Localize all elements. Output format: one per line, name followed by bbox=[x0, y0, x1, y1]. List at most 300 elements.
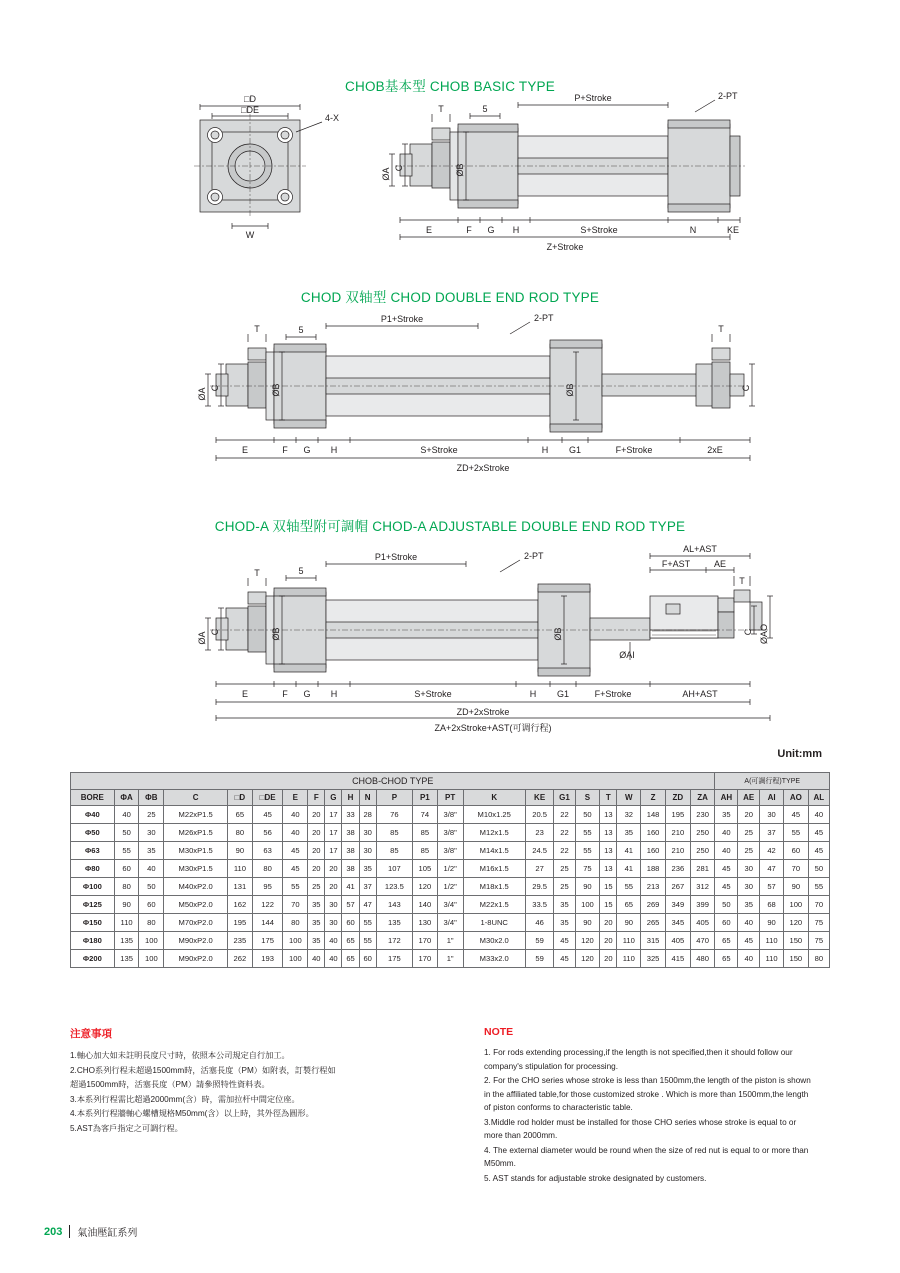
note-line: 超過1500mm時，活塞長度（PM）請參照特性資料表。 bbox=[70, 1080, 270, 1090]
table-cell: 22 bbox=[554, 824, 575, 842]
table-header-cell: E bbox=[283, 790, 308, 806]
table-cell: 1-8UNC bbox=[463, 914, 525, 932]
table-header-row bbox=[71, 790, 830, 806]
dim-p1-stroke: P1+Stroke bbox=[374, 552, 418, 562]
dim-4x: 4-X bbox=[325, 113, 340, 123]
table-row bbox=[71, 896, 830, 914]
dim-ob-right: ØB bbox=[553, 627, 563, 641]
table-cell: 267 bbox=[665, 878, 690, 896]
dim-2pt: 2-PT bbox=[718, 91, 738, 101]
table-header-cell: K bbox=[463, 790, 525, 806]
table-cell: 148 bbox=[641, 806, 666, 824]
table-cell: 45 bbox=[808, 824, 829, 842]
page-footer bbox=[44, 1224, 137, 1239]
table-cell: 76 bbox=[376, 806, 412, 824]
table-cell: 45 bbox=[554, 932, 575, 950]
section-title-chob: CHOB基本型 CHOB BASIC TYPE bbox=[345, 79, 555, 94]
dim-e: E bbox=[241, 445, 249, 455]
table-cell: 42 bbox=[760, 842, 784, 860]
page-number: 203 bbox=[44, 1225, 63, 1238]
table-cell: 107 bbox=[376, 860, 412, 878]
dim-f: F bbox=[282, 689, 288, 699]
table-cell: 105 bbox=[412, 860, 437, 878]
table-header-cell: AO bbox=[783, 790, 808, 806]
table-cell: 143 bbox=[376, 896, 412, 914]
dim-f: F bbox=[466, 225, 472, 235]
table-cell: 25 bbox=[554, 860, 575, 878]
table-cell: 85 bbox=[412, 842, 437, 860]
dim-oa: ØA bbox=[197, 387, 207, 401]
table-cell: 59 bbox=[525, 932, 554, 950]
table-cell: 35 bbox=[738, 896, 760, 914]
table-row bbox=[71, 824, 830, 842]
table-cell: 60 bbox=[715, 914, 738, 932]
table-cell: 90 bbox=[114, 896, 139, 914]
table-cell: 45 bbox=[554, 950, 575, 968]
note-line: 5. AST stands for adjustable stroke designated by customers. bbox=[484, 1173, 707, 1183]
dim-square-d: □D bbox=[244, 94, 256, 104]
dim-f: F bbox=[282, 445, 288, 455]
table-cell: 50 bbox=[715, 896, 738, 914]
footer-series-name: 氣油壓缸系列 bbox=[77, 1228, 138, 1239]
table-cell: 65 bbox=[715, 932, 738, 950]
table-cell: 17 bbox=[325, 806, 342, 824]
dim-ob-right: ØB bbox=[565, 383, 575, 397]
table-cell: 41 bbox=[617, 842, 641, 860]
table-cell: 235 bbox=[228, 932, 253, 950]
table-header-cell: F bbox=[308, 790, 325, 806]
table-header-cell: KE bbox=[525, 790, 554, 806]
table-cell-bore: Φ100 bbox=[71, 878, 115, 896]
dim-h2: H bbox=[529, 689, 537, 699]
table-cell: 45 bbox=[808, 842, 829, 860]
table-row bbox=[71, 950, 830, 968]
table-cell: 50 bbox=[575, 806, 600, 824]
table-cell: 250 bbox=[690, 842, 715, 860]
note-line: 4. The external diameter would be round when the size of red nut is equal to or more than M50mm. bbox=[484, 1145, 809, 1169]
table-header-cell: G bbox=[325, 790, 342, 806]
table-cell: 37 bbox=[760, 824, 784, 842]
table-cell: 210 bbox=[665, 824, 690, 842]
table-cell: 17 bbox=[325, 842, 342, 860]
dim-h: H bbox=[330, 445, 338, 455]
table-cell: 40 bbox=[715, 842, 738, 860]
dim-e: E bbox=[241, 689, 249, 699]
table-cell-bore: Φ40 bbox=[71, 806, 115, 824]
table-cell: 120 bbox=[412, 878, 437, 896]
table-header-cell: □D bbox=[228, 790, 253, 806]
table-cell: 170 bbox=[412, 932, 437, 950]
table-title-adjustable: A(可調行程)TYPE bbox=[715, 773, 830, 790]
table-cell: 25 bbox=[139, 806, 164, 824]
dim-n: N bbox=[689, 225, 697, 235]
table-cell: 188 bbox=[641, 860, 666, 878]
table-row bbox=[71, 842, 830, 860]
notes-chinese bbox=[70, 1026, 440, 1136]
table-header-cell: T bbox=[600, 790, 617, 806]
note-line: 1. For rods extending processing,if the length is not specified,then it should follow our company's stipulation for processing. bbox=[484, 1048, 793, 1071]
table-cell: 45 bbox=[715, 878, 738, 896]
table-cell: 30 bbox=[139, 824, 164, 842]
table-cell: 120 bbox=[575, 932, 600, 950]
dim-p1-stroke: P1+Stroke bbox=[380, 314, 424, 324]
table-cell: 40 bbox=[715, 824, 738, 842]
section-title-chod: CHOD 双轴型 CHOD DOUBLE END ROD TYPE bbox=[300, 290, 600, 305]
table-cell: 144 bbox=[252, 914, 283, 932]
dim-e: E bbox=[425, 225, 433, 235]
dim-c: C bbox=[394, 164, 404, 172]
dim-g: G bbox=[303, 689, 311, 699]
table-cell: 195 bbox=[228, 914, 253, 932]
table-cell: 75 bbox=[808, 914, 829, 932]
table-cell: 40 bbox=[325, 950, 342, 968]
table-cell: 20 bbox=[325, 860, 342, 878]
table-cell: M14x1.5 bbox=[463, 842, 525, 860]
table-cell: 20 bbox=[308, 860, 325, 878]
table-cell: 312 bbox=[690, 878, 715, 896]
table-cell: 1/2" bbox=[437, 860, 463, 878]
table-cell: 30 bbox=[325, 914, 342, 932]
table-cell: 35 bbox=[359, 860, 376, 878]
table-cell: 20 bbox=[738, 806, 760, 824]
table-cell: 13 bbox=[600, 824, 617, 842]
table-cell: 15 bbox=[600, 896, 617, 914]
table-header-cell: G1 bbox=[554, 790, 575, 806]
table-cell: 50 bbox=[139, 878, 164, 896]
table-cell: 35 bbox=[308, 896, 325, 914]
table-cell: 75 bbox=[575, 860, 600, 878]
table-cell: 13 bbox=[600, 860, 617, 878]
table-cell: 150 bbox=[783, 950, 808, 968]
dim-2pt: 2-PT bbox=[534, 313, 554, 323]
table-cell: 74 bbox=[412, 806, 437, 824]
table-cell: 3/4" bbox=[437, 914, 463, 932]
table-cell: 120 bbox=[783, 914, 808, 932]
table-cell: 47 bbox=[359, 896, 376, 914]
table-cell: 262 bbox=[228, 950, 253, 968]
table-cell: 172 bbox=[376, 932, 412, 950]
table-cell: 55 bbox=[283, 878, 308, 896]
table-title-main: CHOB-CHOD TYPE bbox=[71, 773, 715, 790]
table-header-cell: BORE bbox=[71, 790, 115, 806]
table-cell: 90 bbox=[617, 914, 641, 932]
note-line: 3.本系列行程需比超過2000mm(含）時，需加拉杆中間定位座。 bbox=[70, 1094, 300, 1104]
table-cell: 130 bbox=[412, 914, 437, 932]
table-cell: 55 bbox=[783, 824, 808, 842]
table-cell: 70 bbox=[783, 860, 808, 878]
table-header-cell: ZA bbox=[690, 790, 715, 806]
table-cell: 315 bbox=[641, 932, 666, 950]
table-cell: M22xP1.5 bbox=[164, 806, 228, 824]
table-header-cell: H bbox=[342, 790, 359, 806]
dim-t-right: T bbox=[718, 324, 724, 334]
table-cell: 80 bbox=[808, 950, 829, 968]
table-cell: 80 bbox=[114, 878, 139, 896]
table-row bbox=[71, 932, 830, 950]
section-title-chod-a: CHOD-A 双轴型附可調帽 CHOD-A ADJUSTABLE DOUBLE END ROD TYPE bbox=[214, 519, 686, 534]
table-cell: M30xP1.5 bbox=[164, 860, 228, 878]
dim-ob-left: ØB bbox=[271, 627, 281, 641]
table-cell: 80 bbox=[252, 860, 283, 878]
table-cell: 45 bbox=[715, 860, 738, 878]
table-cell: 40 bbox=[738, 914, 760, 932]
table-cell: 3/8" bbox=[437, 842, 463, 860]
table-cell-bore: Φ150 bbox=[71, 914, 115, 932]
table-cell: 70 bbox=[808, 896, 829, 914]
table-cell: 65 bbox=[715, 950, 738, 968]
table-cell: 40 bbox=[738, 950, 760, 968]
table-cell: 135 bbox=[114, 950, 139, 968]
dim-p-stroke: P+Stroke bbox=[574, 93, 612, 103]
table-row bbox=[71, 860, 830, 878]
table-cell: 100 bbox=[139, 950, 164, 968]
table-cell: M33x2.0 bbox=[463, 950, 525, 968]
dim-c-left: C bbox=[210, 384, 220, 392]
unit-label: Unit:mm bbox=[777, 748, 822, 760]
notes-english-body bbox=[484, 1046, 814, 1185]
table-cell: 25 bbox=[738, 824, 760, 842]
table-cell: 35 bbox=[554, 896, 575, 914]
dim-ae: AE bbox=[713, 559, 727, 569]
table-cell: 55 bbox=[359, 914, 376, 932]
table-cell: 80 bbox=[283, 914, 308, 932]
table-cell: 1/2" bbox=[437, 878, 463, 896]
table-header-cell: AL bbox=[808, 790, 829, 806]
table-cell: M22x1.5 bbox=[463, 896, 525, 914]
table-cell: 85 bbox=[412, 824, 437, 842]
table-cell: 95 bbox=[252, 878, 283, 896]
table-cell-bore: Φ125 bbox=[71, 896, 115, 914]
table-cell: 20 bbox=[325, 878, 342, 896]
table-cell: 40 bbox=[283, 806, 308, 824]
note-line: 4.本系列行程牆軸心螺槽規格M50mm(含）以上時，其外徑為圓形。 bbox=[70, 1109, 314, 1119]
notes-english-title: NOTE bbox=[484, 1026, 514, 1038]
table-header-cell: □DE bbox=[252, 790, 283, 806]
dim-g: G bbox=[303, 445, 311, 455]
dim-w: W bbox=[245, 230, 255, 240]
table-cell: 160 bbox=[641, 842, 666, 860]
table-row bbox=[71, 806, 830, 824]
table-cell: 63 bbox=[252, 842, 283, 860]
table-cell: 100 bbox=[283, 950, 308, 968]
dim-2pt: 2-PT bbox=[524, 551, 544, 561]
table-cell: 38 bbox=[342, 824, 359, 842]
table-cell: 23 bbox=[525, 824, 554, 842]
table-cell: 30 bbox=[359, 842, 376, 860]
table-cell: 20 bbox=[308, 824, 325, 842]
table-cell: 100 bbox=[139, 932, 164, 950]
table-cell: 60 bbox=[359, 950, 376, 968]
table-cell: 470 bbox=[690, 932, 715, 950]
table-cell: 35 bbox=[617, 824, 641, 842]
table-cell: 20 bbox=[308, 842, 325, 860]
table-cell: 100 bbox=[783, 896, 808, 914]
table-cell: 405 bbox=[665, 932, 690, 950]
table-cell: 60 bbox=[139, 896, 164, 914]
table-cell: 193 bbox=[252, 950, 283, 968]
table-cell: 90 bbox=[228, 842, 253, 860]
dim-t-left: T bbox=[254, 324, 260, 334]
table-row bbox=[71, 914, 830, 932]
table-cell: 122 bbox=[252, 896, 283, 914]
dim-al-ast: AL+AST bbox=[683, 544, 717, 554]
table-cell: 3/8" bbox=[437, 824, 463, 842]
table-cell: 55 bbox=[575, 824, 600, 842]
table-cell: 22 bbox=[554, 842, 575, 860]
table-cell: 325 bbox=[641, 950, 666, 968]
table-header-cell: AI bbox=[760, 790, 784, 806]
table-cell: 35 bbox=[308, 932, 325, 950]
table-cell: 50 bbox=[808, 860, 829, 878]
dim-g1: G1 bbox=[556, 689, 570, 699]
table-cell: M16x1.5 bbox=[463, 860, 525, 878]
table-cell: 45 bbox=[783, 806, 808, 824]
table-cell-bore: Φ80 bbox=[71, 860, 115, 878]
dim-s-stroke: S+Stroke bbox=[414, 689, 452, 699]
table-cell: 41 bbox=[617, 860, 641, 878]
spec-table-wrapper bbox=[70, 772, 830, 968]
table-cell-bore: Φ63 bbox=[71, 842, 115, 860]
table-cell: 56 bbox=[252, 824, 283, 842]
table-cell: 20.5 bbox=[525, 806, 554, 824]
table-cell: 175 bbox=[376, 950, 412, 968]
table-cell: 45 bbox=[283, 842, 308, 860]
dim-f-ast: F+AST bbox=[661, 559, 691, 569]
table-header-cell: N bbox=[359, 790, 376, 806]
table-cell: 80 bbox=[139, 914, 164, 932]
table-cell-bore: Φ200 bbox=[71, 950, 115, 968]
table-cell: 100 bbox=[575, 896, 600, 914]
dim-h: H bbox=[512, 225, 520, 235]
table-cell: 70 bbox=[283, 896, 308, 914]
table-cell: 47 bbox=[760, 860, 784, 878]
table-cell: 162 bbox=[228, 896, 253, 914]
dim-f-stroke: F+Stroke bbox=[594, 689, 632, 699]
table-cell: 24.5 bbox=[525, 842, 554, 860]
table-cell: 57 bbox=[342, 896, 359, 914]
table-cell: 120 bbox=[575, 950, 600, 968]
table-cell: M40xP2.0 bbox=[164, 878, 228, 896]
table-cell: 150 bbox=[783, 932, 808, 950]
table-cell: 135 bbox=[114, 932, 139, 950]
table-cell: M70xP2.0 bbox=[164, 914, 228, 932]
table-cell: 25 bbox=[738, 842, 760, 860]
table-cell: 35 bbox=[139, 842, 164, 860]
table-cell: 30 bbox=[738, 860, 760, 878]
table-cell: 55 bbox=[114, 842, 139, 860]
table-cell: 75 bbox=[808, 932, 829, 950]
dim-c-left: C bbox=[210, 628, 220, 636]
table-header-cell: AH bbox=[715, 790, 738, 806]
table-cell: 25 bbox=[308, 878, 325, 896]
table-cell: M12x1.5 bbox=[463, 824, 525, 842]
table-cell: 28 bbox=[359, 806, 376, 824]
table-cell: 30 bbox=[325, 896, 342, 914]
table-cell: 230 bbox=[690, 806, 715, 824]
table-header-cell: PT bbox=[437, 790, 463, 806]
table-cell: 110 bbox=[114, 914, 139, 932]
table-cell: 160 bbox=[641, 824, 666, 842]
table-cell: 35 bbox=[554, 914, 575, 932]
table-cell: 41 bbox=[342, 878, 359, 896]
table-header-cell: P bbox=[376, 790, 412, 806]
table-cell: 20 bbox=[308, 806, 325, 824]
dim-oa: ØA bbox=[381, 167, 391, 181]
table-cell: 45 bbox=[252, 806, 283, 824]
table-cell: 90 bbox=[760, 914, 784, 932]
table-cell: 345 bbox=[665, 914, 690, 932]
dim-za: ZA+2xStroke+AST(可调行程) bbox=[434, 723, 552, 733]
table-cell: 349 bbox=[665, 896, 690, 914]
table-cell: 20 bbox=[600, 932, 617, 950]
dim-g: G bbox=[487, 225, 495, 235]
notes-chinese-body bbox=[70, 1049, 440, 1135]
table-header-cell: ΦB bbox=[139, 790, 164, 806]
dim-h: H bbox=[330, 689, 338, 699]
table-cell: 131 bbox=[228, 878, 253, 896]
table-cell: 25 bbox=[554, 878, 575, 896]
table-cell: 40 bbox=[808, 806, 829, 824]
note-line: 5.AST為客戶指定之可調行程。 bbox=[70, 1123, 183, 1133]
table-cell: 15 bbox=[600, 878, 617, 896]
table-cell: 57 bbox=[760, 878, 784, 896]
dim-ke: KE bbox=[726, 225, 740, 235]
table-cell: 45 bbox=[738, 932, 760, 950]
table-header-cell: P1 bbox=[412, 790, 437, 806]
table-cell: 27 bbox=[525, 860, 554, 878]
dim-oao: ØAO bbox=[759, 623, 769, 645]
table-cell: 60 bbox=[342, 914, 359, 932]
dim-ob-left: ØB bbox=[271, 383, 281, 397]
table-cell: 85 bbox=[376, 824, 412, 842]
table-cell: 236 bbox=[665, 860, 690, 878]
note-line: 2. For the CHO series whose stroke is less than 1500mm,the length of the piston is shown in the affiliated table,for those customized stroke . Which is more than 1500mm,the length of piston conforms to characteristic table. bbox=[484, 1076, 811, 1113]
dim-t-left: T bbox=[254, 568, 260, 578]
table-cell: 60 bbox=[114, 860, 139, 878]
dim-oa: ØA bbox=[197, 631, 207, 645]
dim-c-right: C bbox=[743, 628, 753, 636]
figure-chod-a-adjustable bbox=[110, 542, 810, 733]
table-cell: M90xP2.0 bbox=[164, 950, 228, 968]
table-cell: 40 bbox=[283, 824, 308, 842]
table-cell: 170 bbox=[412, 950, 437, 968]
dim-ah-ast: AH+AST bbox=[682, 689, 718, 699]
table-cell: 3/8" bbox=[437, 806, 463, 824]
table-cell: 265 bbox=[641, 914, 666, 932]
table-cell: 1" bbox=[437, 950, 463, 968]
dim-s-stroke: S+Stroke bbox=[580, 225, 618, 235]
table-cell: 100 bbox=[283, 932, 308, 950]
table-header-cell: W bbox=[617, 790, 641, 806]
table-cell: 140 bbox=[412, 896, 437, 914]
table-cell: 60 bbox=[783, 842, 808, 860]
table-cell: 55 bbox=[359, 932, 376, 950]
table-cell: 13 bbox=[600, 842, 617, 860]
dim-oai: ØAI bbox=[619, 650, 635, 660]
table-cell: 46 bbox=[525, 914, 554, 932]
table-cell: 45 bbox=[283, 860, 308, 878]
table-cell: 110 bbox=[617, 950, 641, 968]
footer-divider bbox=[69, 1225, 70, 1238]
table-cell: 32 bbox=[617, 806, 641, 824]
table-cell: 30 bbox=[738, 878, 760, 896]
table-cell: 65 bbox=[228, 806, 253, 824]
note-line: 2.CHO系列行程未超過1500mm時，活塞長度（PM）如附表，訂製行程如 bbox=[70, 1065, 336, 1075]
table-cell: 135 bbox=[376, 914, 412, 932]
table-cell: 90 bbox=[575, 914, 600, 932]
dim-square-de: □DE bbox=[241, 105, 259, 115]
table-cell: M30x2.0 bbox=[463, 932, 525, 950]
